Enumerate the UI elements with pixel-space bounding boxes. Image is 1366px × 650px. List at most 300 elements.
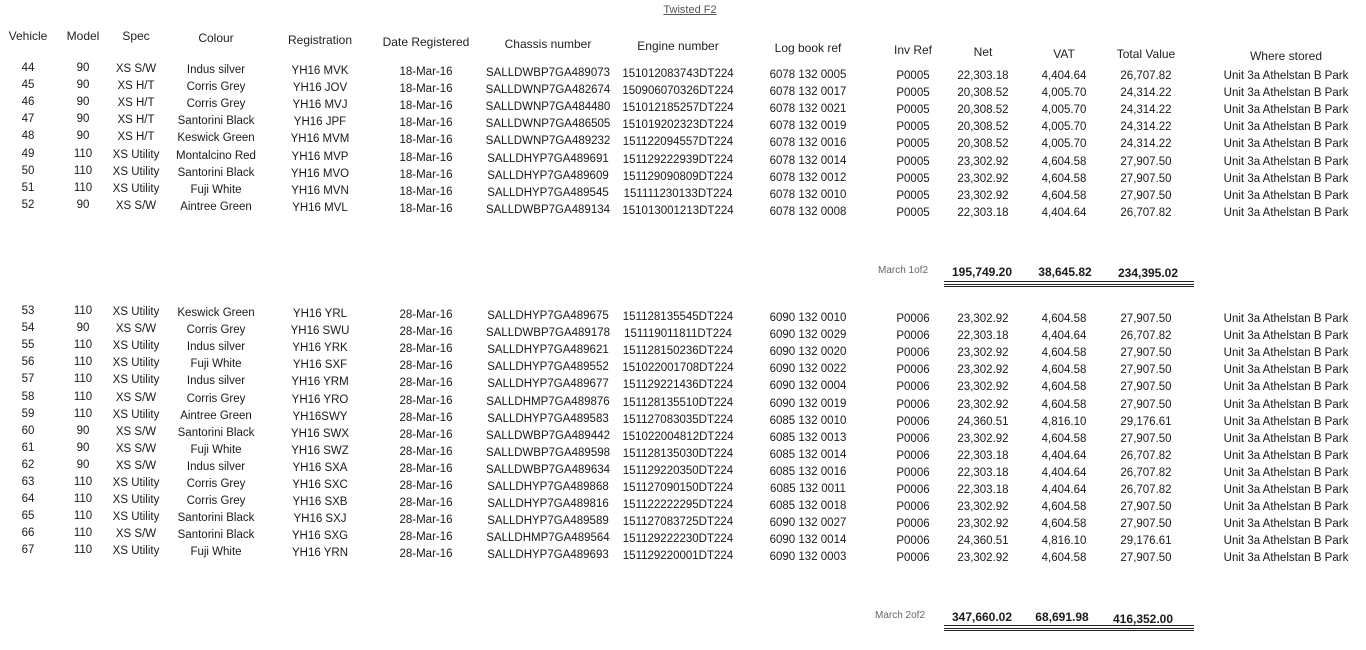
cell-total-value: 27,907.50	[1120, 381, 1172, 394]
cell-engine-number: 151022001708DT224	[622, 362, 734, 375]
cell-vehicle: 59	[21, 407, 35, 420]
cell-chassis-number: SALLDHMP7GA489564	[486, 532, 610, 545]
total-value-2: 416,352.00	[1112, 612, 1174, 626]
cell-total-value: 27,907.50	[1120, 552, 1172, 565]
cell-model: 110	[73, 356, 93, 369]
cell-vehicle: 62	[21, 458, 35, 471]
cell-model: 90	[76, 424, 90, 437]
cell-engine-number: 151129220350DT224	[622, 464, 734, 477]
header-date-registered: Date Registered	[382, 35, 470, 49]
cell-where-stored: Unit 3a Athelstan B Park	[1223, 535, 1349, 548]
cell-colour: Corris Grey	[186, 98, 246, 111]
cell-total-value: 24,314.22	[1120, 104, 1172, 117]
cell-net: 20,308.52	[957, 104, 1009, 117]
cell-vat: 4,604.58	[1041, 155, 1087, 168]
cell-spec: XS Utility	[112, 165, 160, 178]
cell-chassis-number: SALLDWNP7GA489232	[485, 135, 611, 148]
cell-net: 23,302.92	[957, 501, 1009, 514]
cell-registration: YH16 YRL	[292, 308, 348, 320]
cell-log-book-ref: 6090 132 0019	[769, 397, 847, 410]
cell-model: 110	[73, 181, 93, 194]
cell-colour: Indus silver	[186, 341, 246, 354]
cell-vehicle: 49	[21, 147, 35, 160]
cell-chassis-number: SALLDHYP7GA489621	[487, 344, 609, 357]
cell-vat: 4,604.58	[1041, 313, 1087, 325]
header-inv-ref: Inv Ref	[893, 43, 932, 57]
total-vat-2: 68,691.98	[1035, 610, 1089, 624]
cell-where-stored: Unit 3a Athelstan B Park	[1223, 189, 1349, 202]
cell-chassis-number: SALLDHYP7GA489868	[487, 481, 609, 493]
cell-log-book-ref: 6090 132 0022	[769, 363, 847, 376]
cell-vehicle: 55	[21, 339, 35, 352]
cell-inv-ref: P0006	[896, 398, 930, 411]
cell-date-registered: 28-Mar-16	[399, 377, 453, 390]
total-net-2: 347,660.02	[951, 610, 1013, 624]
cell-registration: YH16SWY	[292, 410, 348, 423]
cell-date-registered: 18-Mar-16	[399, 117, 453, 130]
cell-date-registered: 28-Mar-16	[399, 309, 453, 321]
cell-where-stored: Unit 3a Athelstan B Park	[1223, 398, 1349, 411]
cell-chassis-number: SALLDWBP7GA489634	[485, 463, 611, 476]
header-net: Net	[973, 45, 993, 59]
cell-where-stored: Unit 3a Athelstan B Park	[1223, 87, 1349, 100]
cell-inv-ref: P0005	[896, 155, 930, 168]
cell-chassis-number: SALLDHMP7GA489876	[486, 395, 610, 408]
cell-log-book-ref: 6090 132 0020	[769, 346, 847, 359]
cell-registration: YH16 SXF	[292, 359, 348, 372]
cell-date-registered: 28-Mar-16	[399, 360, 453, 373]
cell-chassis-number: SALLDWBP7GA489442	[485, 429, 611, 442]
cell-engine-number: 151129221436DT224	[622, 379, 734, 392]
cell-date-registered: 28-Mar-16	[399, 514, 453, 527]
cell-net: 23,302.92	[957, 432, 1009, 445]
cell-where-stored: Unit 3a Athelstan B Park	[1223, 172, 1349, 185]
cell-registration: YH16 YRN	[291, 547, 349, 560]
cell-chassis-number: SALLDHYP7GA489583	[487, 412, 609, 425]
cell-spec: XS S/W	[115, 63, 157, 75]
cell-total-value: 29,176.61	[1120, 535, 1172, 548]
cell-log-book-ref: 6078 132 0021	[769, 103, 847, 116]
cell-registration: YH16 MVJ	[292, 99, 348, 112]
cell-where-stored: Unit 3a Athelstan B Park	[1223, 552, 1349, 565]
header-model: Model	[66, 29, 100, 43]
cell-engine-number: 151119011811DT224	[624, 328, 732, 341]
cell-vat: 4,604.58	[1041, 381, 1087, 394]
cell-date-registered: 18-Mar-16	[399, 134, 453, 147]
cell-net: 23,302.92	[957, 398, 1009, 411]
cell-net: 23,302.92	[957, 347, 1009, 360]
cell-vat: 4,816.10	[1041, 415, 1087, 428]
cell-where-stored: Unit 3a Athelstan B Park	[1223, 347, 1349, 360]
cell-where-stored: Unit 3a Athelstan B Park	[1223, 381, 1349, 394]
cell-log-book-ref: 6078 132 0012	[769, 171, 847, 184]
cell-engine-number: 151012083743DT224	[622, 68, 734, 80]
cell-total-value: 27,907.50	[1120, 172, 1172, 185]
cell-registration: YH16 YRO	[291, 393, 349, 406]
cell-colour: Montalcino Red	[176, 149, 256, 162]
cell-total-value: 29,176.61	[1120, 415, 1172, 428]
header-colour: Colour	[198, 31, 234, 45]
cell-colour: Fuji White	[190, 183, 242, 196]
cell-spec: XS Utility	[112, 374, 160, 387]
cell-spec: XS S/W	[115, 459, 157, 472]
cell-registration: YH16 SWU	[290, 325, 350, 338]
cell-log-book-ref: 6085 132 0011	[770, 483, 846, 495]
cell-inv-ref: P0006	[896, 347, 930, 360]
cell-model: 110	[73, 493, 93, 506]
cell-inv-ref: P0005	[896, 87, 930, 100]
cell-total-value: 26,707.82	[1120, 466, 1172, 479]
cell-date-registered: 28-Mar-16	[399, 326, 453, 339]
cell-chassis-number: SALLDWBP7GA489598	[485, 446, 611, 459]
total-underline-2	[944, 625, 1194, 626]
cell-log-book-ref: 6090 132 0004	[769, 380, 847, 393]
document-title: Twisted F2	[663, 4, 717, 16]
cell-date-registered: 18-Mar-16	[399, 185, 453, 198]
cell-engine-number: 151111230133DT224	[623, 187, 733, 200]
cell-total-value: 26,707.82	[1120, 206, 1172, 219]
cell-inv-ref: P0005	[896, 104, 930, 117]
cell-colour: Indus silver	[186, 460, 246, 473]
cell-model: 110	[73, 510, 93, 523]
cell-chassis-number: SALLDHYP7GA489677	[487, 378, 609, 391]
cell-where-stored: Unit 3a Athelstan B Park	[1223, 104, 1349, 117]
cell-spec: XS S/W	[115, 528, 157, 541]
cell-engine-number: 151122222295DT224	[622, 499, 734, 512]
cell-engine-number: 151122094557DT224	[622, 136, 734, 149]
cell-engine-number: 151128135030DT224	[622, 447, 734, 460]
cell-colour: Indus silver	[186, 375, 246, 388]
cell-date-registered: 28-Mar-16	[399, 411, 453, 424]
total-underline-1	[944, 281, 1194, 282]
cell-colour: Santorini Black	[177, 166, 255, 179]
cell-model: 110	[73, 147, 93, 160]
cell-spec: XS S/W	[115, 425, 157, 438]
cell-where-stored: Unit 3a Athelstan B Park	[1223, 206, 1349, 219]
cell-vat: 4,604.58	[1041, 398, 1087, 411]
cell-inv-ref: P0005	[896, 138, 930, 151]
cell-total-value: 26,707.82	[1120, 330, 1172, 343]
cell-net: 23,302.92	[957, 155, 1009, 168]
cell-colour: Santorini Black	[177, 426, 255, 439]
cell-registration: YH16 SXB	[292, 496, 348, 509]
cell-log-book-ref: 6085 132 0016	[769, 465, 847, 478]
header-registration: Registration	[287, 33, 353, 47]
cell-inv-ref: P0006	[896, 484, 930, 496]
cell-total-value: 27,907.50	[1120, 364, 1172, 377]
cell-date-registered: 18-Mar-16	[399, 151, 453, 164]
cell-total-value: 27,907.50	[1120, 313, 1172, 325]
cell-registration: YH16 JOV	[292, 82, 348, 95]
cell-inv-ref: P0006	[896, 364, 930, 377]
cell-model: 110	[73, 339, 93, 352]
cell-spec: XS Utility	[112, 511, 160, 524]
cell-engine-number: 151127083725DT224	[622, 516, 734, 529]
cell-date-registered: 18-Mar-16	[399, 83, 453, 96]
total-label-2: March 2of2	[875, 610, 926, 621]
cell-log-book-ref: 6078 132 0017	[769, 86, 847, 99]
cell-model: 90	[76, 62, 90, 74]
cell-date-registered: 28-Mar-16	[399, 462, 453, 475]
cell-total-value: 27,907.50	[1120, 398, 1172, 411]
cell-colour: Keswick Green	[177, 307, 255, 319]
cell-registration: YH16 SXA	[292, 461, 348, 474]
cell-colour: Corris Grey	[186, 324, 246, 337]
cell-model: 90	[76, 441, 90, 454]
cell-vehicle: 50	[21, 164, 35, 177]
cell-total-value: 26,707.82	[1120, 449, 1172, 462]
header-vehicle: Vehicle	[8, 29, 48, 43]
cell-inv-ref: P0006	[896, 535, 930, 548]
cell-net: 20,308.52	[957, 138, 1009, 151]
cell-colour: Santorini Black	[177, 115, 255, 128]
cell-chassis-number: SALLDWNP7GA482674	[485, 84, 611, 97]
cell-total-value: 27,907.50	[1120, 347, 1172, 360]
header-total-value: Total Value	[1116, 47, 1176, 61]
cell-chassis-number: SALLDWBP7GA489134	[485, 203, 611, 216]
cell-date-registered: 28-Mar-16	[399, 343, 453, 356]
cell-spec: XS Utility	[112, 545, 160, 558]
cell-registration: YH16 SWX	[290, 427, 350, 440]
cell-registration: YH16 YRK	[292, 342, 348, 355]
cell-log-book-ref: 6078 132 0019	[769, 120, 847, 133]
cell-inv-ref: P0005	[896, 189, 930, 202]
cell-total-value: 27,907.50	[1120, 518, 1172, 531]
cell-vehicle: 44	[21, 62, 35, 74]
cell-log-book-ref: 6078 132 0008	[769, 205, 847, 218]
cell-inv-ref: P0005	[896, 121, 930, 134]
cell-colour: Santorini Black	[177, 512, 255, 525]
cell-colour: Fuji White	[190, 358, 242, 371]
cell-vat: 4,404.64	[1041, 484, 1087, 496]
total-vat-1: 38,645.82	[1038, 265, 1092, 279]
cell-log-book-ref: 6085 132 0013	[769, 431, 847, 444]
cell-engine-number: 151128135510DT224	[622, 396, 734, 409]
cell-log-book-ref: 6078 132 0014	[769, 154, 847, 167]
cell-model: 110	[73, 373, 93, 386]
cell-chassis-number: SALLDHYP7GA489816	[487, 498, 609, 511]
cell-where-stored: Unit 3a Athelstan B Park	[1223, 138, 1349, 151]
cell-engine-number: 151129220001DT224	[622, 550, 734, 563]
cell-inv-ref: P0006	[896, 330, 930, 343]
cell-spec: XS H/T	[117, 97, 155, 110]
cell-registration: YH16 SXC	[292, 479, 348, 491]
cell-net: 23,302.92	[957, 172, 1009, 185]
cell-total-value: 26,707.82	[1120, 484, 1172, 496]
cell-chassis-number: SALLDHYP7GA489675	[487, 310, 609, 322]
cell-where-stored: Unit 3a Athelstan B Park	[1223, 466, 1349, 479]
cell-date-registered: 28-Mar-16	[399, 428, 453, 441]
cell-model: 110	[73, 544, 93, 557]
cell-vat: 4,604.58	[1041, 189, 1087, 202]
cell-registration: YH16 MVN	[291, 184, 349, 197]
cell-spec: XS H/T	[117, 114, 155, 127]
total-net-1: 195,749.20	[951, 265, 1013, 279]
cell-vehicle: 51	[21, 181, 35, 194]
cell-net: 22,303.18	[957, 484, 1009, 496]
cell-net: 23,302.92	[957, 518, 1009, 531]
cell-vehicle: 46	[21, 96, 35, 109]
cell-where-stored: Unit 3a Athelstan B Park	[1223, 449, 1349, 462]
cell-total-value: 27,907.50	[1120, 155, 1172, 168]
cell-registration: YH16 MVL	[292, 201, 348, 214]
cell-vehicle: 53	[21, 305, 35, 317]
cell-model: 110	[73, 305, 93, 317]
cell-total-value: 26,707.82	[1120, 70, 1172, 82]
cell-vat: 4,404.64	[1041, 206, 1087, 219]
cell-spec: XS H/T	[117, 131, 155, 144]
cell-net: 23,302.92	[957, 189, 1009, 202]
cell-date-registered: 28-Mar-16	[399, 531, 453, 544]
cell-colour: Indus silver	[186, 64, 246, 76]
cell-log-book-ref: 6090 132 0010	[769, 312, 847, 324]
cell-spec: XS Utility	[112, 357, 160, 370]
cell-vat: 4,404.64	[1041, 466, 1087, 479]
cell-log-book-ref: 6090 132 0027	[769, 517, 847, 530]
cell-net: 22,303.18	[957, 449, 1009, 462]
cell-where-stored: Unit 3a Athelstan B Park	[1223, 70, 1349, 82]
header-vat: VAT	[1053, 47, 1075, 61]
cell-where-stored: Unit 3a Athelstan B Park	[1223, 518, 1349, 531]
cell-vehicle: 45	[21, 79, 35, 92]
cell-engine-number: 151013001213DT224	[622, 204, 734, 217]
cell-net: 24,360.51	[957, 535, 1009, 548]
cell-inv-ref: P0006	[896, 466, 930, 479]
cell-chassis-number: SALLDWBP7GA489178	[485, 327, 611, 340]
cell-vat: 4,816.10	[1041, 535, 1087, 548]
cell-engine-number: 150906070326DT224	[622, 85, 734, 98]
cell-vehicle: 64	[21, 493, 35, 506]
cell-spec: XS S/W	[115, 442, 157, 455]
cell-inv-ref: P0005	[896, 70, 930, 82]
cell-colour: Santorini Black	[177, 529, 255, 542]
cell-date-registered: 28-Mar-16	[399, 394, 453, 407]
cell-engine-number: 151127083035DT224	[622, 413, 734, 426]
cell-total-value: 24,314.22	[1120, 121, 1172, 134]
cell-spec: XS Utility	[112, 148, 160, 161]
header-spec: Spec	[122, 29, 150, 43]
cell-vat: 4,404.64	[1041, 449, 1087, 462]
cell-spec: XS Utility	[112, 182, 160, 195]
cell-vehicle: 52	[21, 198, 35, 211]
cell-registration: YH16 SWZ	[291, 444, 349, 457]
cell-model: 110	[73, 407, 93, 420]
cell-log-book-ref: 6085 132 0014	[769, 448, 847, 461]
cell-engine-number: 151019202323DT224	[622, 119, 734, 132]
cell-vat: 4,005.70	[1041, 104, 1087, 117]
cell-where-stored: Unit 3a Athelstan B Park	[1223, 501, 1349, 514]
cell-vehicle: 47	[21, 113, 35, 126]
cell-registration: YH16 SXJ	[293, 513, 347, 526]
cell-inv-ref: P0006	[896, 432, 930, 445]
cell-inv-ref: P0006	[896, 552, 930, 565]
cell-vat: 4,005.70	[1041, 138, 1087, 151]
cell-colour: Corris Grey	[186, 478, 246, 490]
cell-spec: XS Utility	[112, 340, 160, 353]
cell-vehicle: 54	[21, 322, 35, 335]
cell-net: 23,302.92	[957, 364, 1009, 377]
cell-engine-number: 151128135545DT224	[622, 311, 734, 323]
cell-where-stored: Unit 3a Athelstan B Park	[1223, 484, 1349, 496]
cell-registration: YH16 MVK	[291, 65, 349, 77]
header-chassis-number: Chassis number	[504, 37, 592, 51]
cell-colour: Fuji White	[190, 546, 242, 559]
header-where-stored: Where stored	[1249, 49, 1323, 63]
cell-registration: YH16 MVM	[290, 133, 350, 146]
cell-chassis-number: SALLDWNP7GA486505	[485, 118, 611, 131]
cell-colour: Fuji White	[190, 443, 242, 456]
cell-model: 90	[76, 96, 90, 109]
cell-model: 90	[76, 79, 90, 92]
cell-log-book-ref: 6090 132 0003	[769, 551, 847, 564]
cell-colour: Corris Grey	[186, 392, 246, 405]
cell-spec: XS Utility	[112, 306, 160, 318]
cell-inv-ref: P0006	[896, 449, 930, 462]
cell-net: 22,303.18	[957, 70, 1009, 82]
cell-vehicle: 66	[21, 527, 35, 540]
cell-net: 22,303.18	[957, 466, 1009, 479]
cell-registration: YH16 SXG	[291, 530, 349, 543]
cell-log-book-ref: 6078 132 0016	[769, 137, 847, 150]
cell-vehicle: 65	[21, 510, 35, 523]
cell-registration: YH16 MVO	[290, 167, 350, 180]
cell-net: 22,303.18	[957, 206, 1009, 219]
cell-model: 110	[73, 527, 93, 540]
cell-net: 23,302.92	[957, 381, 1009, 394]
cell-chassis-number: SALLDHYP7GA489609	[487, 169, 609, 182]
total-double-underline-1	[944, 284, 1194, 287]
cell-vehicle: 61	[21, 441, 35, 454]
cell-date-registered: 18-Mar-16	[399, 100, 453, 113]
cell-spec: XS H/T	[117, 80, 155, 93]
cell-model: 90	[76, 130, 90, 143]
cell-total-value: 24,314.22	[1120, 138, 1172, 151]
cell-engine-number: 151129222230DT224	[622, 533, 734, 546]
cell-net: 20,308.52	[957, 87, 1009, 100]
cell-inv-ref: P0006	[896, 518, 930, 531]
cell-vat: 4,604.58	[1041, 364, 1087, 377]
cell-engine-number: 151128150236DT224	[622, 345, 734, 358]
cell-chassis-number: SALLDHYP7GA489691	[487, 152, 609, 165]
cell-spec: XS S/W	[115, 323, 157, 336]
cell-net: 20,308.52	[957, 121, 1009, 134]
cell-date-registered: 28-Mar-16	[399, 548, 453, 561]
cell-spec: XS S/W	[115, 199, 157, 212]
cell-colour: Aintree Green	[180, 409, 252, 422]
cell-model: 90	[76, 198, 90, 211]
cell-engine-number: 151129090809DT224	[622, 170, 734, 183]
total-value-1: 234,395.02	[1117, 266, 1179, 280]
cell-vehicle: 48	[21, 130, 35, 143]
cell-vat: 4,404.64	[1041, 330, 1087, 343]
cell-total-value: 27,907.50	[1120, 501, 1172, 514]
cell-chassis-number: SALLDHYP7GA489693	[487, 549, 609, 562]
cell-engine-number: 151022004812DT224	[622, 430, 734, 443]
cell-where-stored: Unit 3a Athelstan B Park	[1223, 432, 1349, 445]
cell-log-book-ref: 6078 132 0005	[769, 69, 847, 81]
total-double-underline-2	[944, 628, 1194, 631]
cell-vehicle: 60	[21, 424, 35, 437]
total-label-1: March 1of2	[878, 265, 929, 276]
cell-inv-ref: P0005	[896, 206, 930, 219]
cell-where-stored: Unit 3a Athelstan B Park	[1223, 155, 1349, 168]
cell-date-registered: 18-Mar-16	[399, 168, 453, 181]
cell-inv-ref: P0006	[896, 313, 930, 325]
cell-spec: XS Utility	[112, 494, 160, 507]
cell-registration: YH16 YRM	[291, 376, 349, 389]
cell-chassis-number: SALLDWNP7GA484480	[485, 101, 611, 114]
cell-date-registered: 28-Mar-16	[399, 445, 453, 458]
